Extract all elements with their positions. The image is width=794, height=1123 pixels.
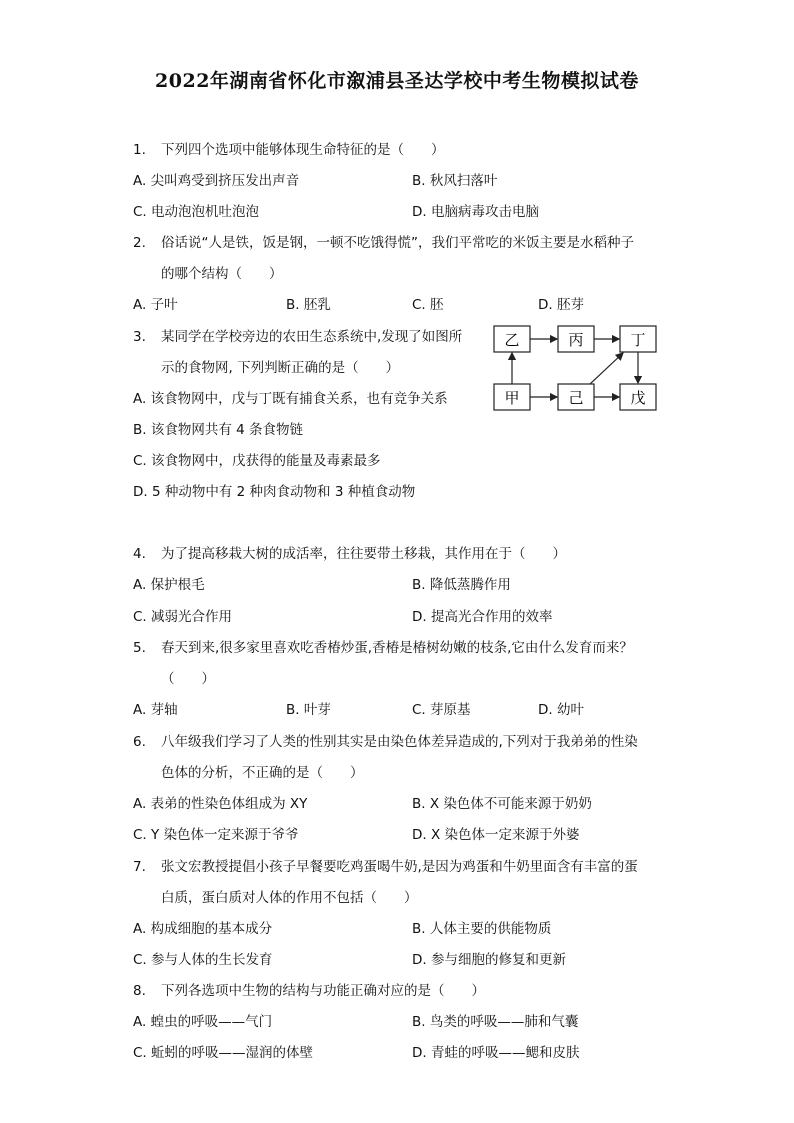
node-ding: 丁 bbox=[630, 331, 646, 349]
node-wu: 戊 bbox=[630, 389, 646, 407]
question-number: 2. bbox=[133, 235, 146, 251]
question-stem: 八年级我们学习了人类的性别其实是由染色体差异造成的,下列对于我弟弟的性染 bbox=[161, 734, 638, 750]
question-stem: 下列各选项中生物的结构与功能正确对应的是（ ） bbox=[161, 983, 485, 999]
node-yi: 乙 bbox=[504, 331, 520, 349]
node-bing: 丙 bbox=[568, 331, 584, 349]
question-stem: 春天到来,很多家里喜欢吃香椿炒蛋,香椿是椿树幼嫩的枝条,它由什么发育而来？ bbox=[161, 640, 633, 656]
node-ji: 己 bbox=[568, 389, 584, 407]
question-number: 7. bbox=[133, 859, 146, 875]
question-number: 1. bbox=[133, 142, 146, 158]
option-d: D. 提高光合作用的效率 bbox=[412, 609, 553, 625]
question-stem-cont: 示的食物网, 下列判断正确的是（ ） bbox=[161, 360, 400, 376]
question-stem: 俗话说“人是铁，饭是钢，一顿不吃饿得慌”，我们平常吃的米饭主要是水稻种子 bbox=[161, 235, 634, 251]
option-c: C. 芽原基 bbox=[412, 702, 471, 718]
question-stem: 下列四个选项中能够体现生命特征的是（ ） bbox=[161, 142, 445, 158]
question-stem-cont: （ ） bbox=[161, 671, 215, 687]
option-b: B. 叶芽 bbox=[286, 702, 331, 718]
question-number: 8. bbox=[133, 983, 146, 999]
option-c: C. 胚 bbox=[412, 297, 444, 313]
option-a: A. 芽轴 bbox=[133, 702, 178, 718]
question-number: 4. bbox=[133, 546, 146, 562]
food-web-diagram bbox=[490, 322, 660, 417]
option-d: D. 5 种动物中有 2 种肉食动物和 3 种植食动物 bbox=[133, 484, 416, 500]
option-c: C. 减弱光合作用 bbox=[133, 609, 233, 625]
option-a: A. 子叶 bbox=[133, 297, 178, 313]
option-c: C. Y 染色体一定来源于爷爷 bbox=[133, 827, 299, 843]
question-stem-cont: 的哪个结构（ ） bbox=[161, 266, 283, 282]
option-d: D. 胚芽 bbox=[538, 297, 584, 313]
option-b: B. 该食物网共有 4 条食物链 bbox=[133, 422, 304, 438]
option-b: B. 鸟类的呼吸——肺和气囊 bbox=[412, 1014, 579, 1030]
option-c: C. 该食物网中，戊获得的能量及毒素最多 bbox=[133, 453, 381, 469]
option-c: C. 蚯蚓的呼吸——湿润的体壁 bbox=[133, 1045, 314, 1061]
option-b: B. 人体主要的供能物质 bbox=[412, 921, 552, 937]
node-jia: 甲 bbox=[504, 389, 520, 407]
question-stem: 张文宏教授提倡小孩子早餐要吃鸡蛋喝牛奶,是因为鸡蛋和牛奶里面含有丰富的蛋 bbox=[161, 859, 638, 875]
question-number: 6. bbox=[133, 734, 146, 750]
option-b: B. X 染色体不可能来源于奶奶 bbox=[412, 796, 592, 812]
option-a: A. 保护根毛 bbox=[133, 577, 205, 593]
option-d: D. 幼叶 bbox=[538, 702, 584, 718]
question-stem: 为了提高移栽大树的成活率，往往要带土移栽，其作用在于（ ） bbox=[161, 546, 566, 562]
option-d: D. X 染色体一定来源于外婆 bbox=[412, 827, 580, 843]
arrow-ji-ding bbox=[590, 353, 623, 384]
option-d: D. 参与细胞的修复和更新 bbox=[412, 952, 566, 968]
option-a: A. 表弟的性染色体组成为 XY bbox=[133, 796, 308, 812]
option-c: C. 参与人体的生长发育 bbox=[133, 952, 273, 968]
page-title: 2022年湖南省怀化市溆浦县圣达学校中考生物模拟试卷 bbox=[155, 70, 639, 92]
option-a: A. 尖叫鸡受到挤压发出声音 bbox=[133, 173, 300, 189]
option-a: A. 该食物网中，戊与丁既有捕食关系，也有竞争关系 bbox=[133, 391, 448, 407]
option-a: A. 构成细胞的基本成分 bbox=[133, 921, 273, 937]
option-d: D. 青蛙的呼吸——鳃和皮肤 bbox=[412, 1045, 580, 1061]
option-b: B. 胚乳 bbox=[286, 297, 331, 313]
question-stem-cont: 白质，蛋白质对人体的作用不包括（ ） bbox=[161, 890, 418, 906]
option-d: D. 电脑病毒攻击电脑 bbox=[412, 204, 539, 220]
option-b: B. 降低蒸腾作用 bbox=[412, 577, 511, 593]
question-number: 3. bbox=[133, 329, 146, 345]
option-b: B. 秋风扫落叶 bbox=[412, 173, 498, 189]
option-c: C. 电动泡泡机吐泡泡 bbox=[133, 204, 260, 220]
question-number: 5. bbox=[133, 640, 146, 656]
question-stem-cont: 色体的分析，不正确的是（ ） bbox=[161, 765, 364, 781]
option-a: A. 蝗虫的呼吸——气门 bbox=[133, 1014, 273, 1030]
question-stem: 某同学在学校旁边的农田生态系统中,发现了如图所 bbox=[161, 329, 463, 345]
